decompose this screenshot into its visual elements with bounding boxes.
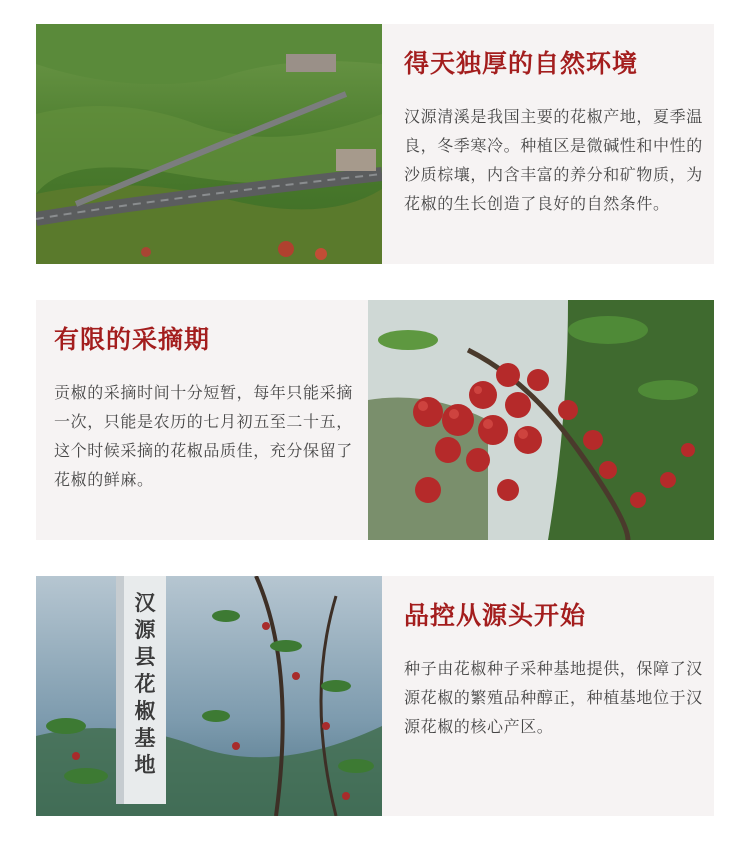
section-text-quality-control (404, 576, 704, 741)
section-card-environment (36, 24, 714, 264)
section-title: 品控从源头开始 (404, 601, 587, 630)
section-card-quality-control (36, 576, 714, 816)
section-card-harvest (36, 300, 714, 540)
red-peppercorn-cluster-photo (368, 300, 714, 540)
section-text-environment (404, 24, 704, 218)
mountain-highway-photo (36, 24, 382, 264)
section-body: 汉源清溪是我国主要的花椒产地，夏季温良，冬季寒冷。种植区是微碱性和中性的沙质棕壤，内含丰富的养分和矿物质，为花椒的生长创造了良好的自然条件。 (404, 107, 703, 213)
base-sign-text: 汉源县花椒基地 (134, 591, 156, 777)
section-title: 得天独厚的自然环境 (404, 49, 639, 78)
section-text-harvest (54, 300, 354, 494)
base-monument-photo (36, 576, 382, 816)
section-title: 有限的采摘期 (54, 325, 211, 354)
section-body: 种子由花椒种子采种基地提供，保障了汉源花椒的繁殖品种醇正，种植基地位于汉源花椒的核心产区。 (404, 659, 703, 736)
section-body: 贡椒的采摘时间十分短暂，每年只能采摘一次，只能是农历的七月初五至二十五，这个时候采摘的花椒品质佳，充分保留了花椒的鲜麻。 (54, 383, 353, 489)
